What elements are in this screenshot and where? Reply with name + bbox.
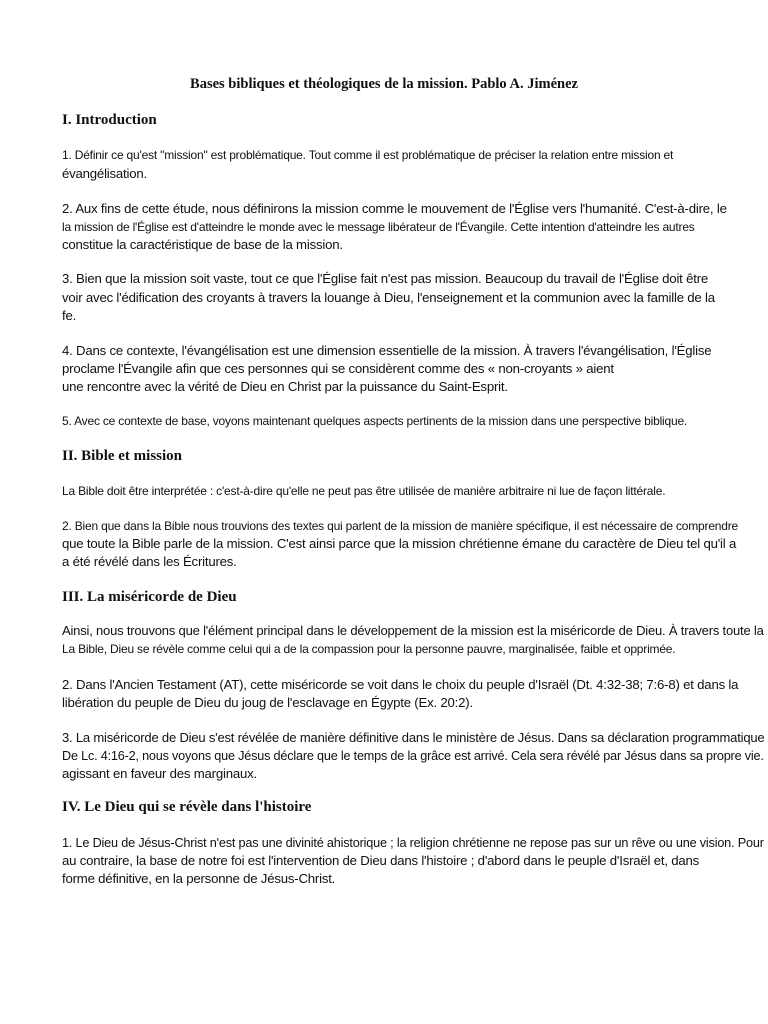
text-line: forme définitive, en la personne de Jésus-Christ. (62, 871, 336, 886)
text-line: évangélisation. (62, 166, 147, 181)
text-line: voir avec l'édification des croyants à travers la louange à Dieu, l'enseignement et la communion avec la famille de la (62, 290, 715, 305)
text-line: Ainsi, nous trouvons que l'élément principal dans le développement de la mission est la miséricorde de Dieu. À travers toute la (62, 623, 764, 638)
text-line: La Bible, Dieu se révèle comme celui qui a de la compassion pour la personne pauvre, marginalisée, faible et opprimée. (62, 642, 676, 656)
text-line: La Bible doit être interprétée : c'est-à-dire qu'elle ne peut pas être utilisée de manière arbitraire ni lue de façon littérale. (62, 484, 666, 498)
text-line: 4. Dans ce contexte, l'évangélisation est une dimension essentielle de la mission. À travers l'évangélisation, l'Église (62, 343, 712, 358)
text-line: De Lc. 4:16-2, nous voyons que Jésus déclare que le temps de la grâce est arrivé. Cela sera révélé par Jésus dans sa propre vie. (62, 748, 764, 763)
text-line: 2. Aux fins de cette étude, nous définirons la mission comme le mouvement de l'Église vers l'humanité. C'est-à-dire, le (62, 201, 727, 216)
text-line: que toute la Bible parle de la mission. C'est ainsi parce que la mission chrétienne émane du caractère de Dieu tel qu'il a (62, 536, 737, 551)
text-line: constitue la caractéristique de base de la mission. (62, 237, 343, 252)
text-line: a été révélé dans les Écritures. (62, 554, 237, 569)
text-line: 2. Dans l'Ancien Testament (AT), cette miséricorde se voit dans le choix du peuple d'Israël (Dt. 4:32-38; 7:6-8) et dans la (62, 677, 739, 692)
section-heading-bible-mission: II. Bible et mission (62, 448, 183, 464)
section-heading-misericorde: III. La miséricorde de Dieu (62, 589, 237, 605)
text-line: proclame l'Évangile afin que ces personnes qui se considèrent comme des « non-croyants » aient (62, 361, 614, 376)
section-heading-introduction: I. Introduction (62, 112, 157, 128)
text-line: 3. Bien que la mission soit vaste, tout ce que l'Église fait n'est pas mission. Beaucoup du travail de l'Église doit être (62, 271, 709, 286)
text-line: fe. (62, 308, 77, 323)
text-line: 5. Avec ce contexte de base, voyons maintenant quelques aspects pertinents de la mission dans une perspective biblique. (62, 414, 688, 428)
text-line: une rencontre avec la vérité de Dieu en Christ par la puissance du Saint-Esprit. (62, 379, 508, 394)
text-line: 1. Définir ce qu'est "mission" est problématique. Tout comme il est problématique de préciser la relation entre mission et (62, 148, 674, 162)
document-title: Bases bibliques et théologiques de la mission. Pablo A. Jiménez (190, 76, 578, 92)
text-line: libération du peuple de Dieu du joug de l'esclavage en Égypte (Ex. 20:2). (62, 695, 473, 710)
text-line: agissant en faveur des marginaux. (62, 766, 257, 781)
text-line: 1. Le Dieu de Jésus-Christ n'est pas une divinité ahistorique ; la religion chrétienne ne repose pas sur un rêve ou une vision. Pour (62, 835, 764, 850)
text-line: au contraire, la base de notre foi est l'intervention de Dieu dans l'histoire ; d'abord dans le peuple d'Israël et, dans (62, 853, 700, 868)
text-line: 3. La miséricorde de Dieu s'est révélée de manière définitive dans le ministère de Jésus. Dans sa déclaration programmatique (62, 730, 765, 745)
section-heading-histoire: IV. Le Dieu qui se révèle dans l'histoire (62, 799, 312, 815)
text-line: 2. Bien que dans la Bible nous trouvions des textes qui parlent de la mission de manière spécifique, il est nécessaire de comprendre (62, 519, 739, 533)
text-line: la mission de l'Église est d'atteindre le monde avec le message libérateur de l'Évangile. Cette intention d'atteindre les autres (62, 220, 695, 234)
